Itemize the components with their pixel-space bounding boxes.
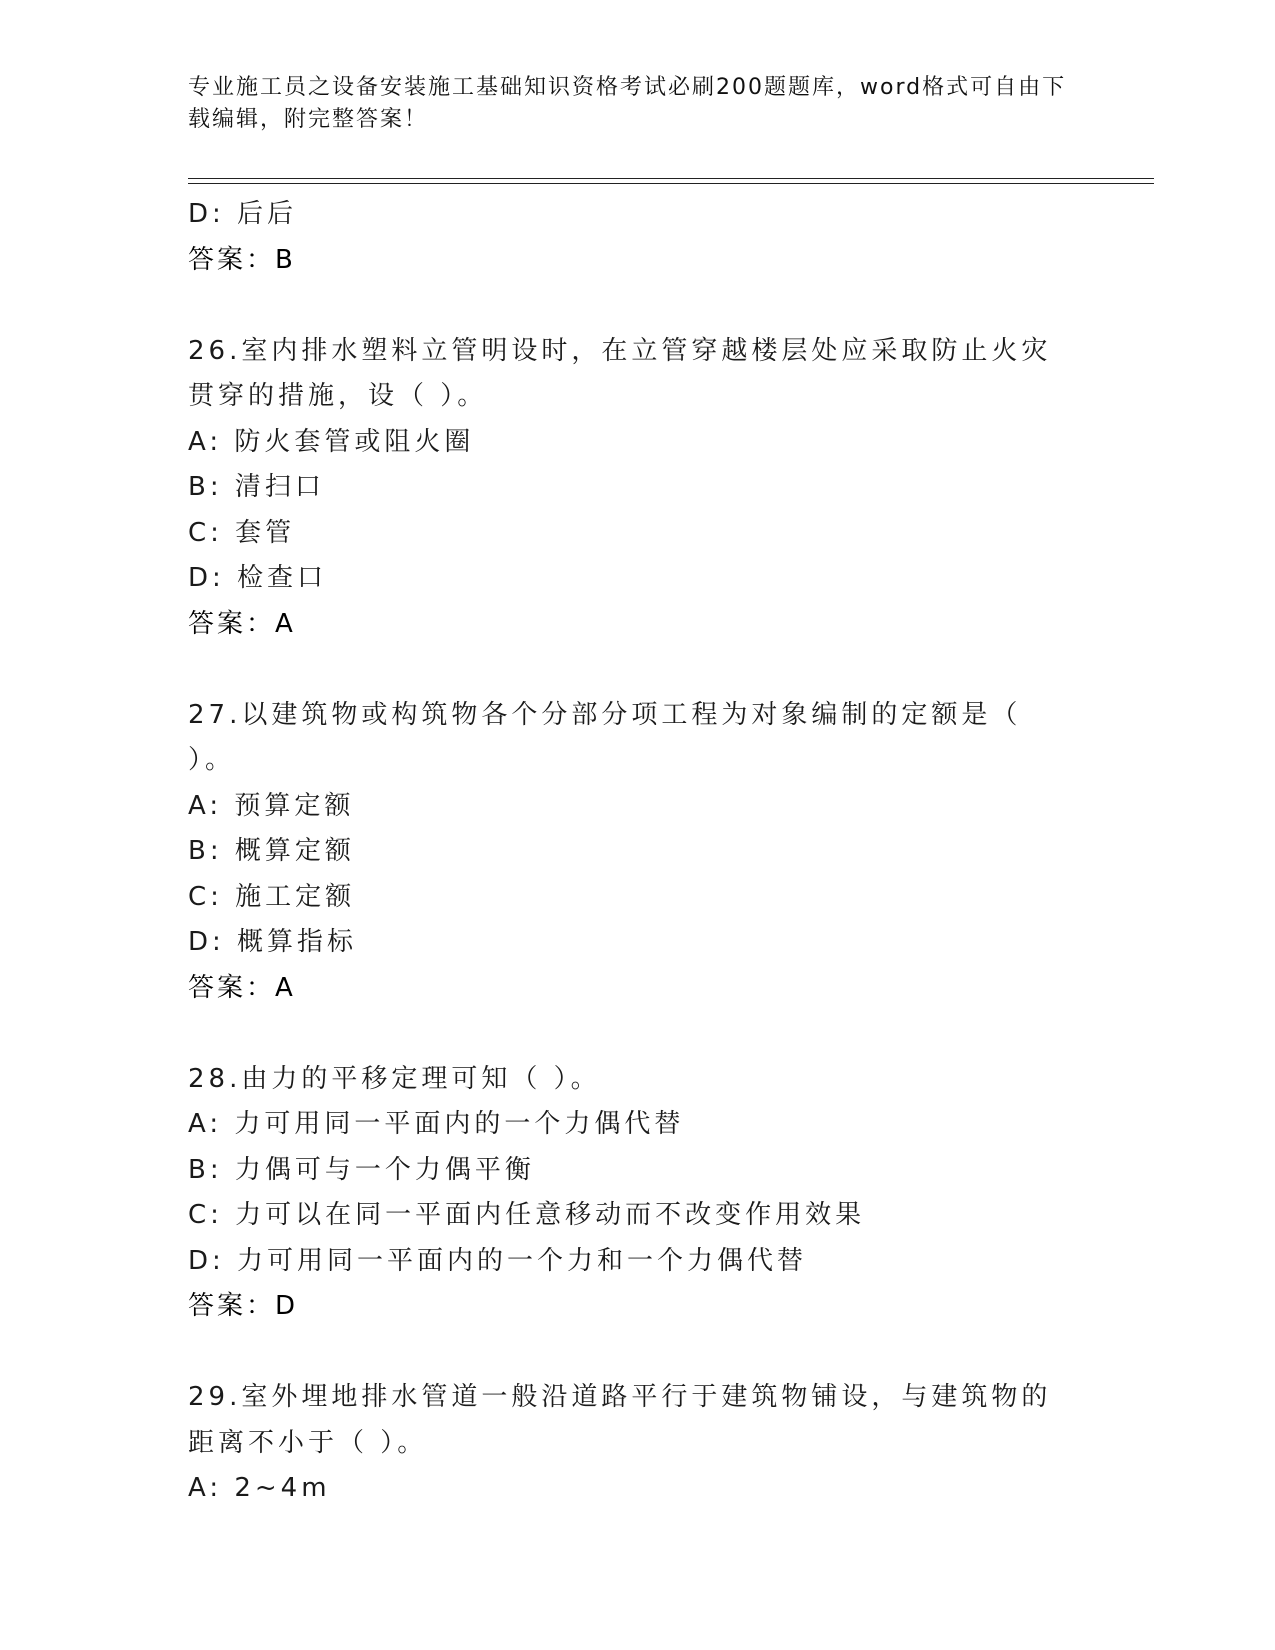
question-28-option-b: B: 力偶可与一个力偶平衡 xyxy=(188,1154,535,1185)
question-27-option-b: B: 概算定额 xyxy=(188,836,355,866)
question-27-option-c: C: 施工定额 xyxy=(188,881,356,912)
question-26-stem: 26.室内排水塑料立管明设时，在立管穿越楼层处应采取防止火灾贯穿的措施，设（ ）。 xyxy=(188,335,1052,411)
question-28-option-c: C: 力可以在同一平面内任意移动而不改变作用效果 xyxy=(188,1200,866,1230)
question-27-option-a: A: 预算定额 xyxy=(188,790,355,821)
prev-question-answer: 答案：B xyxy=(188,244,296,275)
question-29-option-a: A: 2~4m xyxy=(188,1473,331,1503)
question-26-option-d: D: 检查口 xyxy=(188,563,328,593)
question-26-option-a: A: 防火套管或阻火圈 xyxy=(188,426,475,457)
prev-question-option-d: D: 后后 xyxy=(188,199,298,229)
question-28-answer: 答案：D xyxy=(188,1291,299,1321)
document-header: 专业施工员之设备安装施工基础知识资格考试必刷200题题库，word格式可自由下载编辑，附完整答案！ xyxy=(188,75,1067,132)
question-29-stem: 29.室外埋地排水管道一般沿道路平行于建筑物铺设，与建筑物的距离不小于（ ）。 xyxy=(188,1382,1052,1458)
spacer xyxy=(188,647,1088,693)
question-list xyxy=(188,192,1088,1512)
question-27-option-d: D: 概算指标 xyxy=(188,927,358,957)
question-27-stem: 27.以建筑物或构筑物各个分部分项工程为对象编制的定额是（ ）。 xyxy=(188,699,1022,775)
header-divider-top xyxy=(188,178,1154,179)
spacer xyxy=(188,283,1088,329)
spacer xyxy=(188,1330,1088,1376)
question-28-option-a: A: 力可用同一平面内的一个力偶代替 xyxy=(188,1109,685,1139)
question-28-stem: 28.由力的平移定理可知（ ）。 xyxy=(188,1063,601,1094)
header-divider-bottom xyxy=(188,183,1154,184)
question-26-option-c: C: 套管 xyxy=(188,517,296,548)
question-26-answer: 答案：A xyxy=(188,608,296,639)
question-26-option-b: B: 清扫口 xyxy=(188,472,325,502)
question-28-option-d: D: 力可用同一平面内的一个力和一个力偶代替 xyxy=(188,1245,808,1276)
question-27-answer: 答案：A xyxy=(188,972,296,1003)
spacer xyxy=(188,1011,1088,1057)
